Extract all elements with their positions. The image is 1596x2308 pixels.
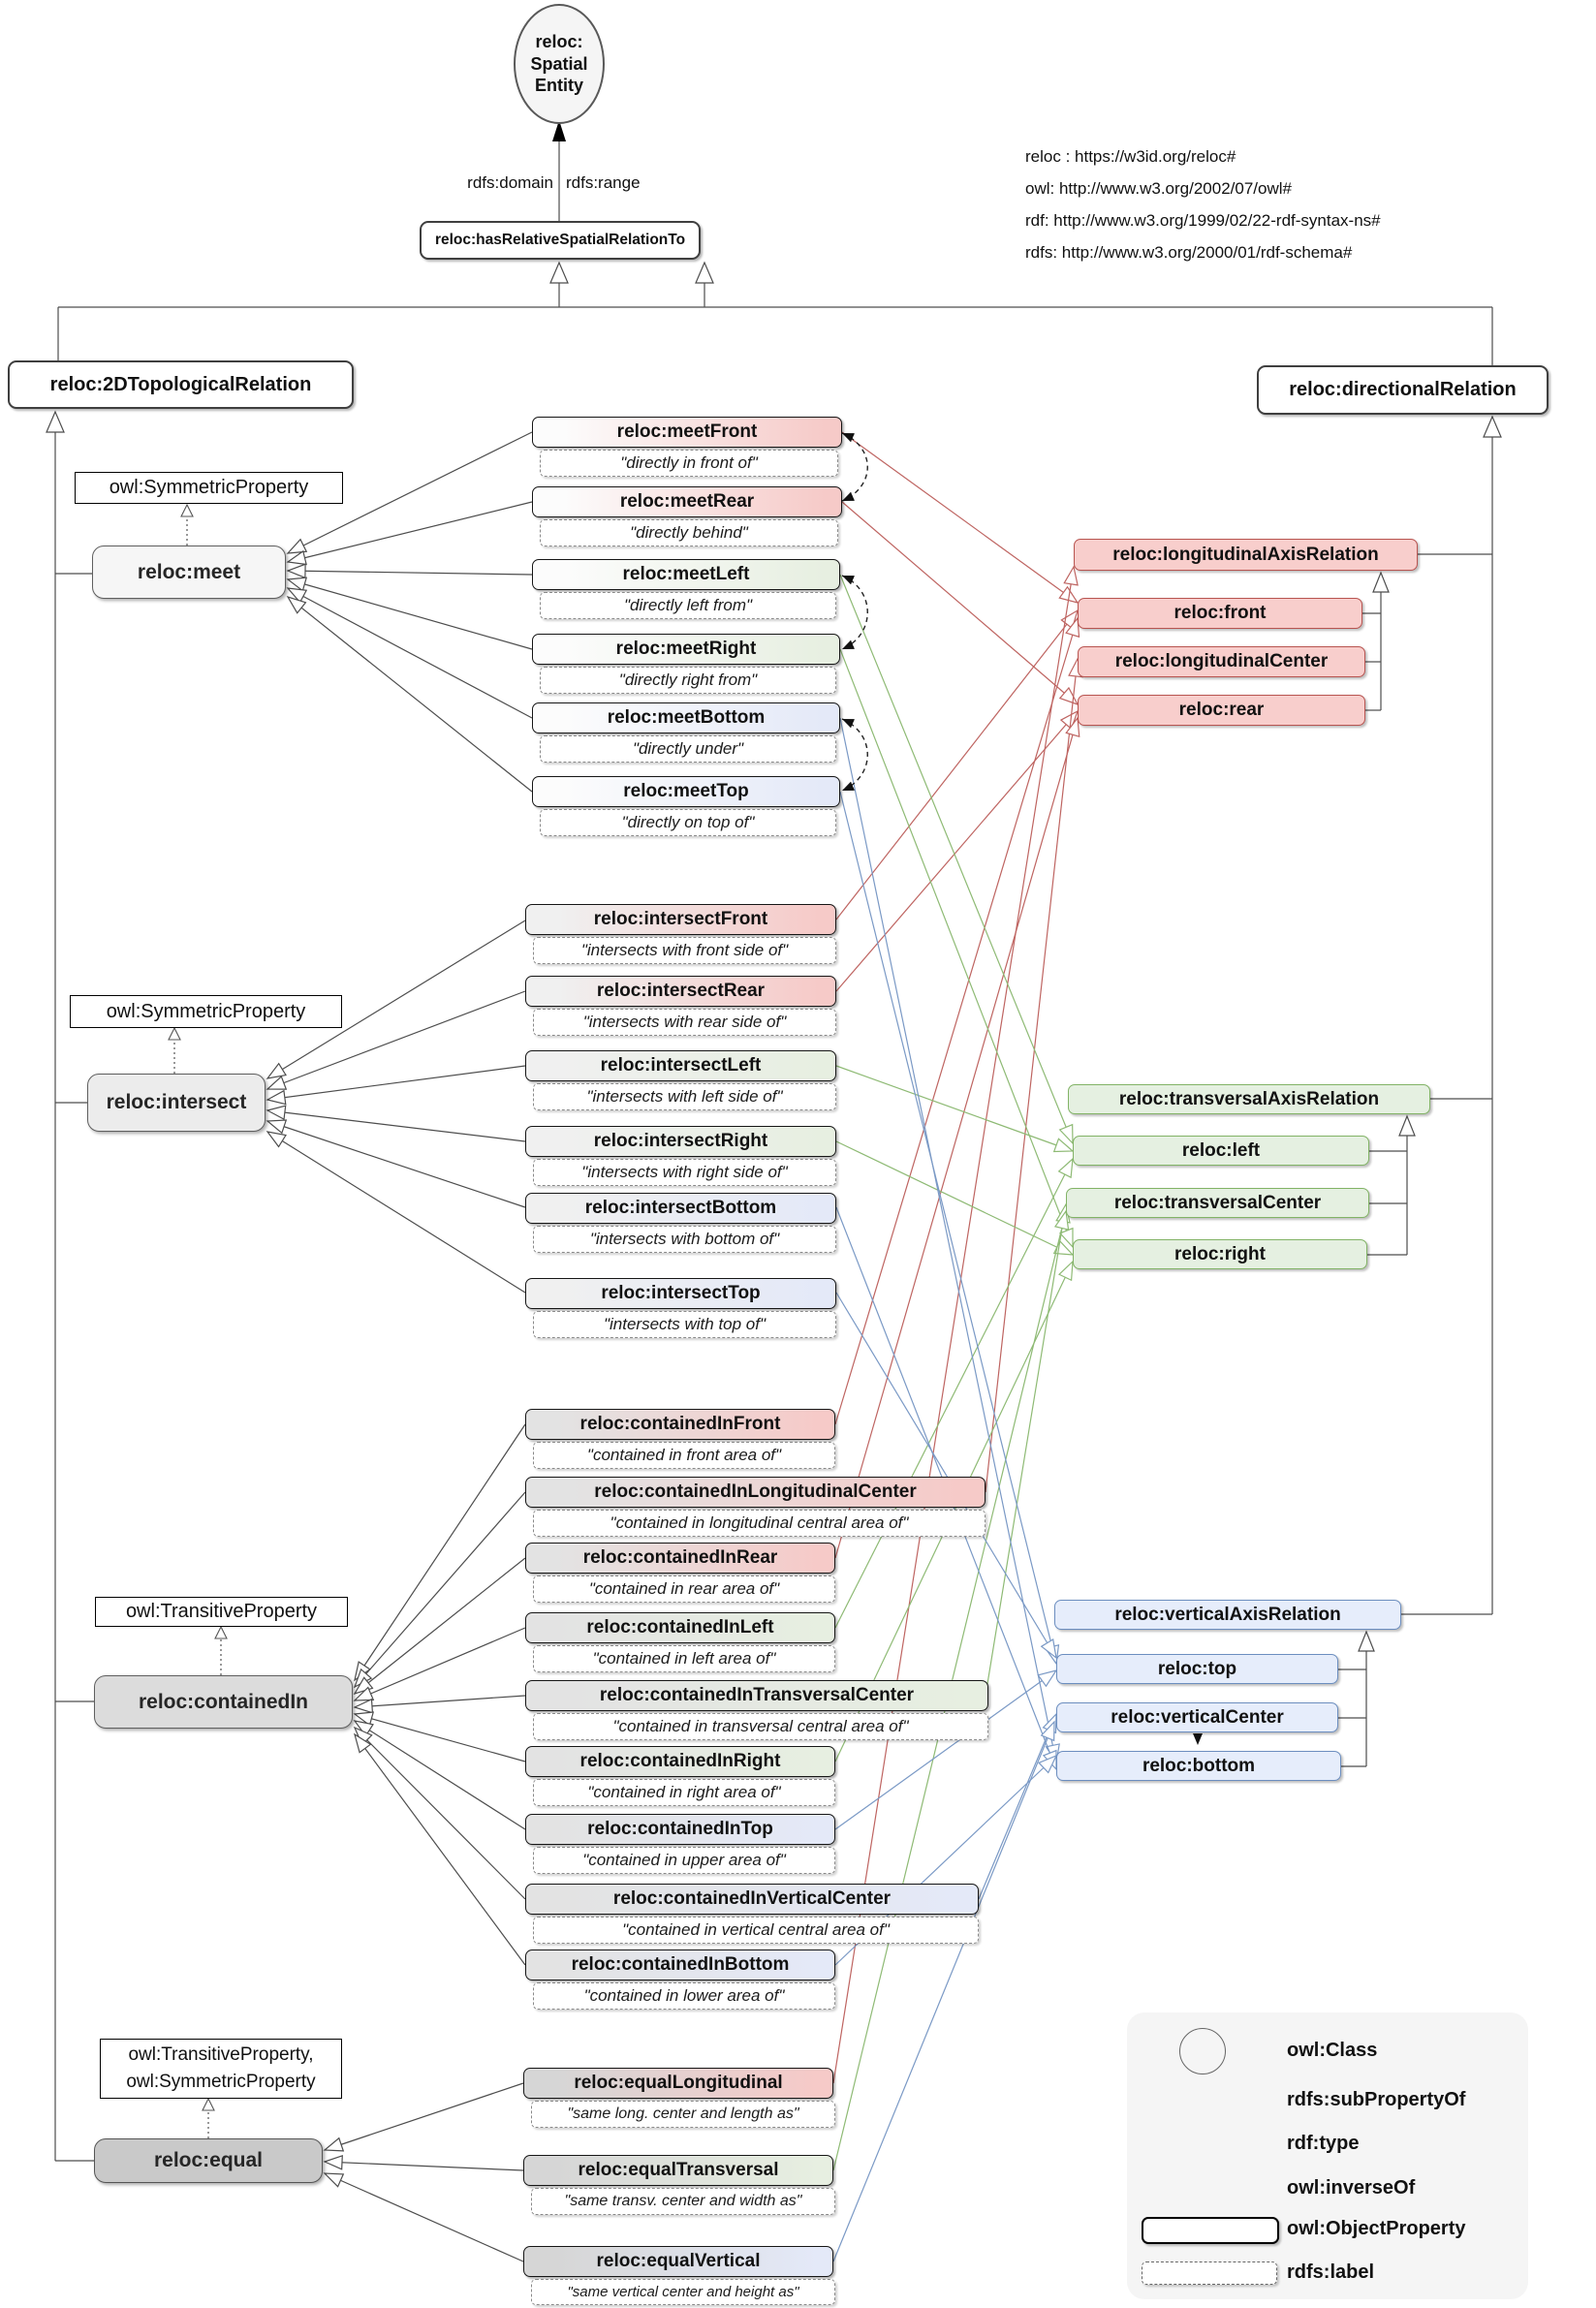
namespace-rdf: rdf: http://www.w3.org/1999/02/22-rdf-syntax-ns# <box>1025 211 1381 230</box>
rdfs-label-contained-in-front: "contained in front area of" <box>533 1442 835 1469</box>
node-front: reloc:front <box>1078 598 1362 629</box>
node-meet-bottom: reloc:meetBottom <box>532 702 840 733</box>
node-contained-in-front: reloc:containedInFront <box>525 1409 835 1440</box>
note-symmetric-property-meet: owl:SymmetricProperty <box>75 472 343 504</box>
rdfs-label-contained-in-top: "contained in upper area of" <box>533 1847 835 1874</box>
class-spatial-entity-line3: Entity <box>534 76 583 96</box>
node-has-relative-spatial-relation-to: reloc:hasRelativeSpatialRelationTo <box>420 221 701 260</box>
node-vertical-axis-relation: reloc:verticalAxisRelation <box>1054 1600 1401 1630</box>
legend-rdfs-label-icon <box>1142 2261 1277 2285</box>
legend-owl-class: owl:Class <box>1287 2040 1378 2061</box>
node-equal: reloc:equal <box>94 2138 323 2183</box>
namespace-rdfs: rdfs: http://www.w3.org/2000/01/rdf-schema# <box>1025 243 1353 262</box>
g-colored-edges <box>833 432 1078 2261</box>
legend-objectproperty-icon <box>1142 2217 1279 2244</box>
note-symmetric-property-intersect: owl:SymmetricProperty <box>70 995 342 1028</box>
node-left: reloc:left <box>1073 1136 1369 1166</box>
rdfs-label-contained-in-rear: "contained in rear area of" <box>533 1575 835 1603</box>
g-type-arrowheads <box>169 505 227 2110</box>
node-directional-relation: reloc:directionalRelation <box>1257 365 1549 415</box>
edge-label-domain: rdfs:domain <box>467 173 553 192</box>
node-contained-in-bottom: reloc:containedInBottom <box>525 1949 835 1981</box>
node-meet: reloc:meet <box>92 546 286 599</box>
class-spatial-entity <box>514 4 605 124</box>
node-meet-top: reloc:meetTop <box>532 776 840 807</box>
rdfs-label-contained-in-bottom: "contained in lower area of" <box>533 1982 835 2010</box>
node-contained-in-rear: reloc:containedInRear <box>525 1543 835 1574</box>
node-top: reloc:top <box>1056 1654 1338 1684</box>
node-intersect-left: reloc:intersectLeft <box>525 1050 836 1081</box>
rdfs-label-intersect-bottom: "intersects with bottom of" <box>533 1226 836 1253</box>
node-contained-in-vertical-center: reloc:containedInVerticalCenter <box>525 1884 979 1915</box>
node-meet-right: reloc:meetRight <box>532 634 840 665</box>
rdfs-label-intersect-right: "intersects with right side of" <box>533 1159 836 1186</box>
node-intersect-front: reloc:intersectFront <box>525 904 836 935</box>
node-longitudinal-center: reloc:longitudinalCenter <box>1078 646 1365 677</box>
rdfs-label-contained-in-vertical-center: "contained in vertical central area of" <box>533 1917 979 1944</box>
node-intersect-bottom: reloc:intersectBottom <box>525 1193 836 1224</box>
legend-inverseof: owl:inverseOf <box>1287 2177 1416 2199</box>
note-transitive-symmetric-property <box>100 2039 342 2099</box>
rdfs-label-intersect-front: "intersects with front side of" <box>533 937 836 964</box>
node-meet-rear: reloc:meetRear <box>532 486 842 517</box>
rdfs-label-contained-in-longitudinal-center: "contained in longitudinal central area of" <box>533 1510 986 1537</box>
legend-subpropertyof: rdfs:subPropertyOf <box>1287 2089 1466 2110</box>
class-spatial-entity-line1: reloc: <box>535 32 583 52</box>
g-type-edges <box>174 516 221 2138</box>
node-meet-left: reloc:meetLeft <box>532 559 840 590</box>
rdfs-label-meet-front: "directly in front of" <box>540 450 838 477</box>
node-transversal-axis-relation: reloc:transversalAxisRelation <box>1068 1084 1430 1114</box>
rdfs-label-intersect-rear: "intersects with rear side of" <box>533 1009 836 1036</box>
node-2d-topological-relation: reloc:2DTopologicalRelation <box>8 360 354 409</box>
node-vertical-center: reloc:verticalCenter <box>1056 1702 1338 1732</box>
node-bottom: reloc:bottom <box>1056 1751 1341 1781</box>
rdfs-label-meet-left: "directly left from" <box>540 592 836 619</box>
rdfs-label-equal-longitudinal: "same long. center and length as" <box>531 2101 835 2128</box>
node-contained-in-transversal-center: reloc:containedInTransversalCenter <box>525 1680 988 1711</box>
rdfs-label-meet-top: "directly on top of" <box>540 809 836 836</box>
note-equal-line2: owl:SymmetricProperty <box>126 2072 316 2092</box>
rdfs-label-intersect-left: "intersects with left side of" <box>533 1083 836 1110</box>
edge-label-range: rdfs:range <box>566 173 641 192</box>
rdfs-label-meet-bottom: "directly under" <box>540 735 836 763</box>
rdfs-label-contained-in-right: "contained in right area of" <box>533 1779 835 1806</box>
node-meet-front: reloc:meetFront <box>532 417 842 448</box>
node-contained-in-top: reloc:containedInTop <box>525 1814 835 1845</box>
rdfs-label-contained-in-transversal-center: "contained in transversal central area of" <box>533 1713 988 1740</box>
namespace-owl: owl: http://www.w3.org/2002/07/owl# <box>1025 179 1292 198</box>
node-contained-in-left: reloc:containedInLeft <box>525 1612 835 1643</box>
node-equal-vertical: reloc:equalVertical <box>523 2246 833 2277</box>
node-equal-longitudinal: reloc:equalLongitudinal <box>523 2068 833 2099</box>
legend-rdfs-label: rdfs:label <box>1287 2261 1375 2283</box>
node-contained-in: reloc:containedIn <box>94 1675 353 1729</box>
rdfs-label-equal-vertical: "same vertical center and height as" <box>531 2279 835 2305</box>
rdfs-label-contained-in-left: "contained in left area of" <box>533 1645 835 1672</box>
node-longitudinal-axis-relation: reloc:longitudinalAxisRelation <box>1074 539 1418 571</box>
node-equal-transversal: reloc:equalTransversal <box>523 2155 833 2186</box>
rdfs-label-meet-right: "directly right from" <box>540 667 836 694</box>
legend-class-icon <box>1179 2028 1226 2074</box>
node-transversal-center: reloc:transversalCenter <box>1066 1188 1369 1218</box>
note-equal-line1: owl:TransitiveProperty, <box>128 2044 314 2066</box>
rdfs-label-meet-rear: "directly behind" <box>540 519 838 546</box>
legend-rdf-type: rdf:type <box>1287 2133 1360 2154</box>
rdfs-label-intersect-top: "intersects with top of" <box>533 1311 836 1338</box>
class-spatial-entity-line2: Spatial <box>530 53 588 74</box>
node-intersect-top: reloc:intersectTop <box>525 1278 836 1309</box>
rdfs-label-equal-transversal: "same transv. center and width as" <box>531 2188 835 2215</box>
node-right: reloc:right <box>1073 1239 1367 1269</box>
node-contained-in-longitudinal-center: reloc:containedInLongitudinalCenter <box>525 1477 986 1508</box>
node-intersect: reloc:intersect <box>87 1074 266 1132</box>
namespace-reloc: reloc : https://w3id.org/reloc# <box>1025 147 1236 166</box>
node-intersect-rear: reloc:intersectRear <box>525 976 836 1007</box>
node-intersect-right: reloc:intersectRight <box>525 1126 836 1157</box>
node-rear: reloc:rear <box>1078 695 1365 726</box>
note-transitive-property: owl:TransitiveProperty <box>95 1597 348 1627</box>
node-contained-in-right: reloc:containedInRight <box>525 1746 835 1777</box>
legend-objectproperty: owl:ObjectProperty <box>1287 2218 1466 2239</box>
